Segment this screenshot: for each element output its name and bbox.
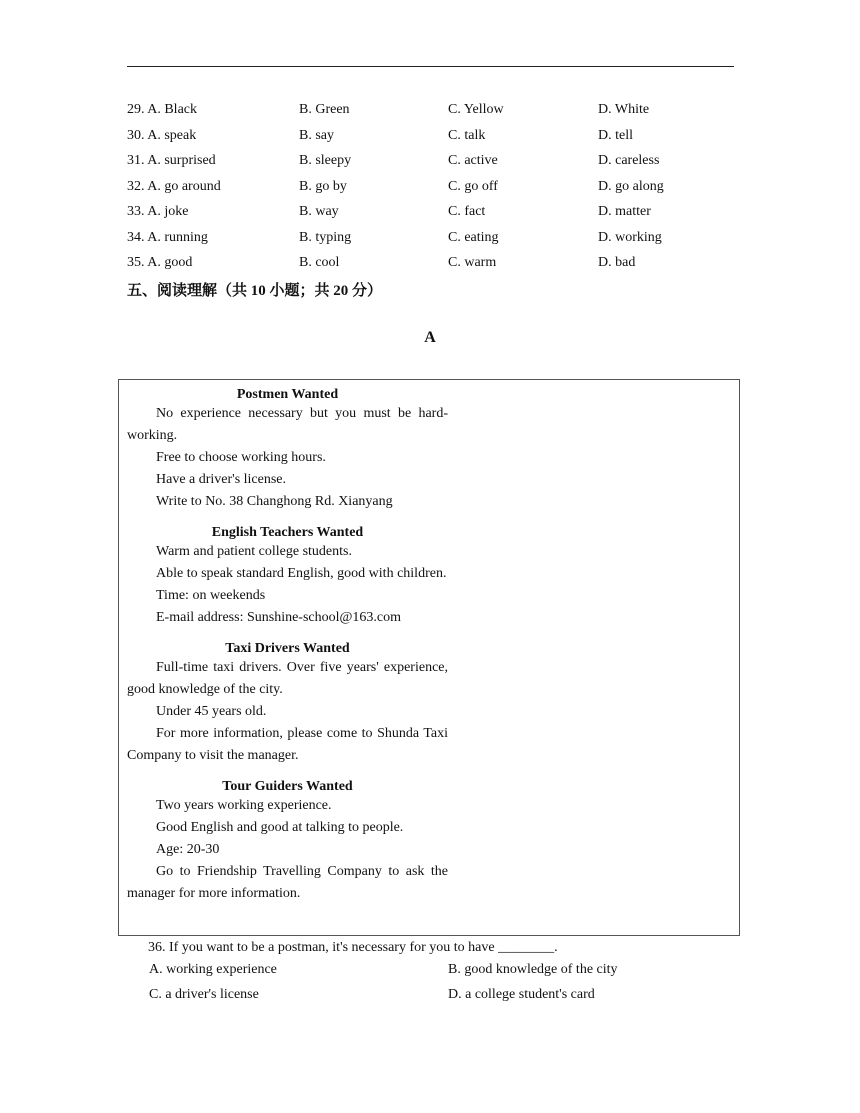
option-d: D. go along bbox=[598, 178, 664, 194]
ad-line: Go to Friendship Travelling Company to ask the manager for more information. bbox=[127, 864, 448, 901]
ad-taxi-drivers bbox=[127, 641, 448, 767]
option-row-32 bbox=[127, 174, 747, 200]
option-c: C. active bbox=[448, 153, 498, 168]
option-b: B. way bbox=[299, 204, 339, 219]
question-36-stem: 36. If you want to be a postman, it's necessary for you to have ________. bbox=[148, 940, 558, 955]
option-c: C. warm bbox=[448, 255, 497, 270]
option-row-33 bbox=[127, 199, 747, 225]
option-a: 31. A. surprised bbox=[127, 153, 216, 168]
ad-line: Time: on weekends bbox=[156, 588, 266, 603]
option-a: 30. A. speak bbox=[127, 127, 197, 143]
option-a: 33. A. joke bbox=[127, 204, 189, 219]
answer-a[interactable]: A. working experience bbox=[149, 962, 277, 977]
answer-c[interactable]: C. a driver's license bbox=[149, 987, 259, 1002]
ad-heading: Postmen Wanted bbox=[236, 387, 339, 402]
option-row-31 bbox=[127, 148, 747, 174]
section-title: 五、阅读理解（共 10 小题；共 20 分） bbox=[127, 283, 383, 299]
option-c: C. fact bbox=[448, 204, 486, 219]
option-d: D. tell bbox=[598, 127, 633, 143]
option-a: 34. A. running bbox=[127, 229, 208, 245]
ad-line: Able to speak standard English, good with children. bbox=[156, 566, 447, 581]
ad-line: Full-time taxi drivers. Over five years' experience, good knowledge of the city. bbox=[127, 660, 448, 697]
passage-label: A bbox=[424, 329, 436, 346]
ad-line: E-mail address: Sunshine-school@163.com bbox=[156, 610, 402, 625]
ad-line: Warm and patient college students. bbox=[156, 544, 352, 559]
header-rule bbox=[127, 66, 734, 67]
ad-line: Two years working experience. bbox=[156, 798, 332, 813]
option-d: D. White bbox=[598, 102, 650, 117]
option-d: D. careless bbox=[598, 153, 660, 168]
ad-line: Have a driver's license. bbox=[156, 472, 287, 487]
option-d: D. bad bbox=[598, 255, 636, 270]
option-c: C. talk bbox=[448, 127, 486, 143]
ad-postmen bbox=[127, 387, 448, 513]
option-row-34 bbox=[127, 225, 747, 251]
option-b: B. Green bbox=[299, 102, 350, 117]
option-a: 29. A. Black bbox=[127, 102, 197, 117]
answer-d[interactable]: D. a college student's card bbox=[448, 987, 595, 1002]
option-c: C. Yellow bbox=[448, 102, 504, 117]
option-b: B. say bbox=[299, 127, 334, 143]
option-c: C. eating bbox=[448, 229, 499, 245]
ad-line: For more information, please come to Shunda Taxi Company to visit the manager. bbox=[127, 726, 448, 763]
option-d: D. working bbox=[598, 229, 662, 245]
ad-line: Age: 20-30 bbox=[156, 842, 220, 857]
ad-heading: Tour Guiders Wanted bbox=[222, 779, 353, 794]
option-b: B. cool bbox=[299, 255, 340, 270]
ad-line: Under 45 years old. bbox=[156, 704, 267, 719]
cloze-options bbox=[127, 97, 747, 276]
option-row-29 bbox=[127, 97, 747, 123]
ads-column bbox=[127, 387, 448, 917]
option-d: D. matter bbox=[598, 204, 651, 219]
ads-box bbox=[118, 379, 740, 936]
ad-line: Write to No. 38 Changhong Rd. Xianyang bbox=[156, 494, 393, 509]
ad-line: Good English and good at talking to people. bbox=[156, 820, 404, 835]
option-b: B. go by bbox=[299, 178, 347, 194]
answer-b[interactable]: B. good knowledge of the city bbox=[448, 962, 618, 977]
ad-line: No experience necessary but you must be hard-working. bbox=[127, 406, 448, 443]
option-c: C. go off bbox=[448, 178, 498, 194]
option-b: B. sleepy bbox=[299, 153, 352, 168]
option-a: 35. A. good bbox=[127, 255, 193, 270]
ad-heading: Taxi Drivers Wanted bbox=[225, 641, 350, 656]
option-a: 32. A. go around bbox=[127, 178, 221, 194]
ad-tour-guiders bbox=[127, 779, 448, 905]
option-row-35 bbox=[127, 250, 747, 276]
option-row-30 bbox=[127, 123, 747, 149]
option-b: B. typing bbox=[299, 229, 352, 245]
ad-english-teachers bbox=[127, 525, 448, 629]
ad-line: Free to choose working hours. bbox=[156, 450, 326, 465]
ad-heading: English Teachers Wanted bbox=[211, 525, 364, 540]
